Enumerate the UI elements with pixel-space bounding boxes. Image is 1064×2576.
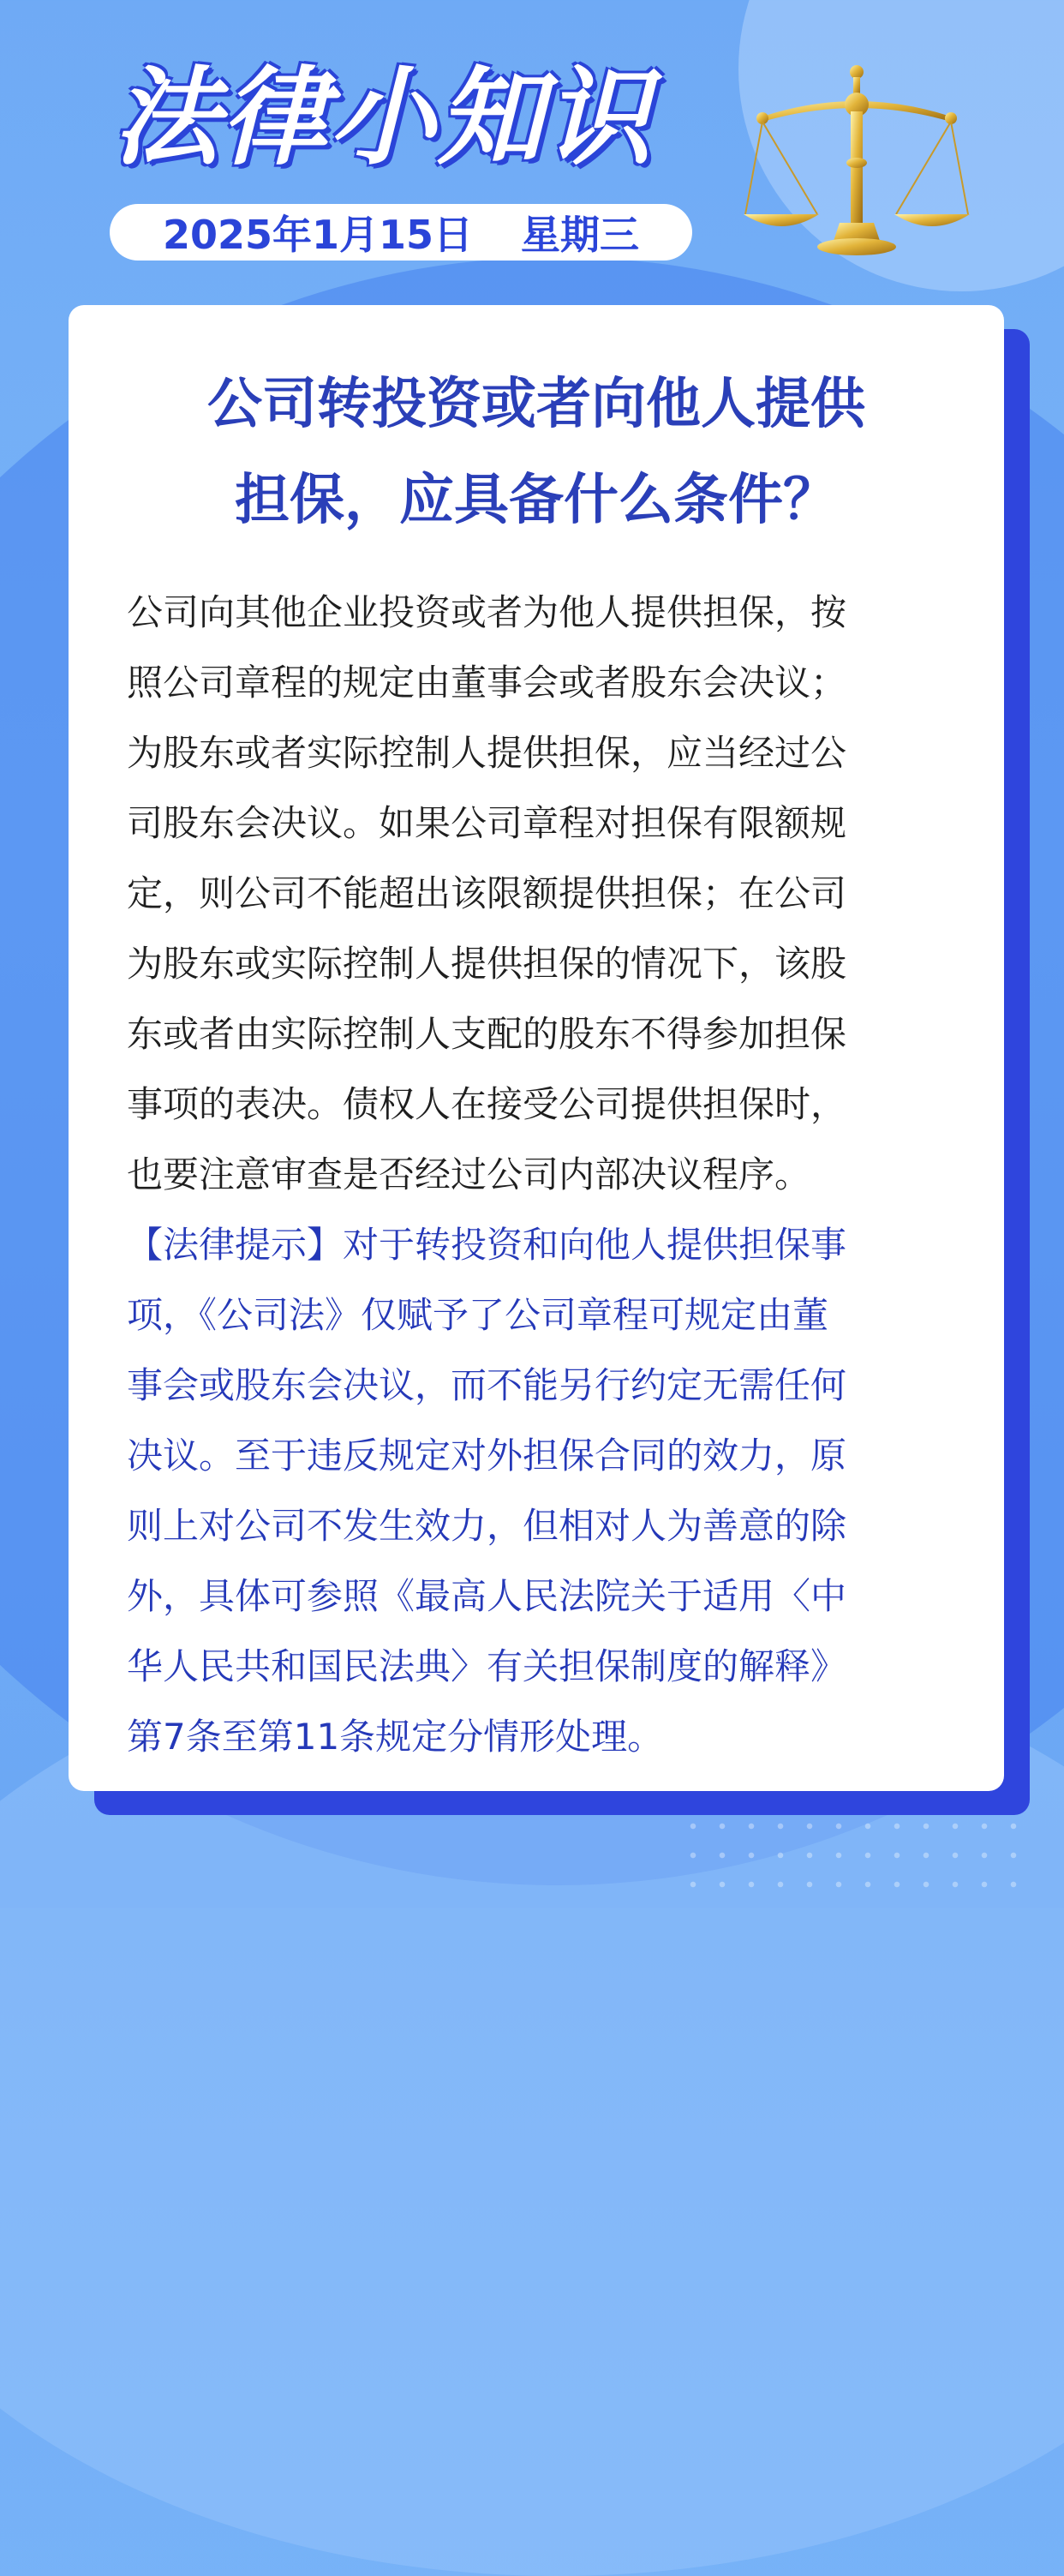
question-heading — [69, 356, 1004, 548]
question-line: 担保，应具备什么条件？ — [235, 469, 838, 532]
question-line: 公司转投资或者向他人提供 — [207, 373, 865, 436]
content-card — [69, 305, 1004, 1791]
page-title: 法律小知识 — [113, 57, 654, 180]
date-badge — [110, 204, 692, 261]
body-line: 为股东或实际控制人提供担保的情况下，该股 — [127, 943, 847, 985]
answer-body — [127, 578, 966, 1210]
body-line: 也要注意审查是否经过公司内部决议程序。 — [127, 1153, 811, 1195]
body-line: 司股东会决议。如果公司章程对担保有限额规 — [127, 802, 847, 844]
tip-line: 决议。至于违反规定对外担保合同的效力，原 — [127, 1435, 847, 1477]
tip-line: 则上对公司不发生效力，但相对人为善意的除 — [127, 1505, 847, 1547]
date-text: 2025年1月15日 — [162, 212, 474, 258]
body-line: 为股东或者实际控制人提供担保，应当经过公 — [127, 732, 847, 774]
body-line: 定，则公司不能超出该限额提供担保；在公司 — [127, 872, 847, 914]
body-line: 公司向其他企业投资或者为他人提供担保，按 — [127, 591, 847, 633]
weekday-text: 星期三 — [521, 212, 640, 258]
body-line: 事项的表决。债权人在接受公司提供担保时， — [127, 1083, 847, 1125]
scales-of-justice-icon — [744, 60, 970, 266]
body-line: 照公司章程的规定由董事会或者股东会决议； — [127, 662, 847, 704]
tip-line: 华人民共和国民法典〉有关担保制度的解释》 — [127, 1645, 847, 1687]
legal-tip — [127, 1210, 966, 1772]
tip-line: 事会或股东会决议，而不能另行约定无需任何 — [127, 1364, 847, 1406]
tip-line: 【法律提示】对于转投资和向他人提供担保事 — [127, 1224, 847, 1266]
tip-line: 第7条至第11条规定分情形处理。 — [127, 1716, 664, 1758]
tip-line: 外，具体可参照《最高人民法院关于适用〈中 — [127, 1575, 847, 1617]
tip-line: 项，《公司法》仅赋予了公司章程可规定由董 — [127, 1294, 829, 1336]
body-line: 东或者由实际控制人支配的股东不得参加担保 — [127, 1013, 847, 1055]
